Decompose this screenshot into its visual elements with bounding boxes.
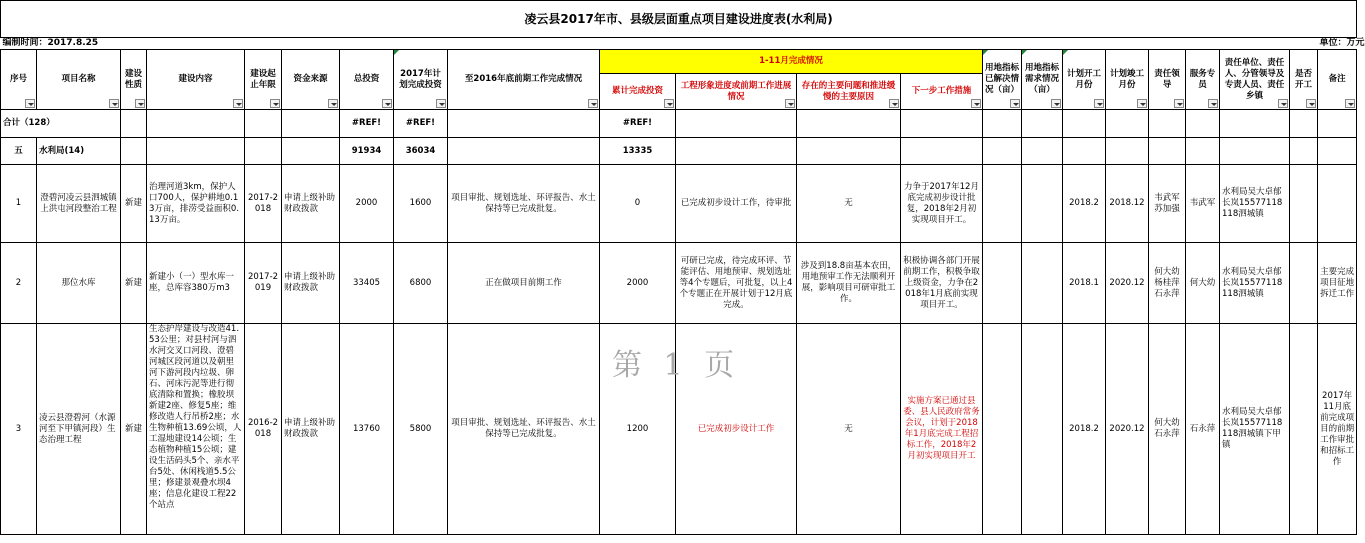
cell-fund[interactable]: 申请上级补助财政拨款: [282, 324, 340, 535]
cell-start[interactable]: 2018.2: [1063, 324, 1106, 535]
cell-unit[interactable]: 水利局吴大卓郁长岚15577118118泗城镇: [1220, 243, 1290, 324]
header-service[interactable]: 服务专员: [1186, 50, 1220, 110]
cell-progress[interactable]: 已完成初步设计工作: [676, 324, 797, 535]
filter-dropdown-icon[interactable]: [1278, 99, 1288, 108]
header-remark[interactable]: 备注: [1318, 50, 1357, 110]
cell-progress[interactable]: 已完成初步设计工作，待审批: [676, 165, 797, 243]
header-unit-person[interactable]: 责任单位、责任人、分管领导及专责人员、责任乡镇: [1220, 50, 1290, 110]
filter-dropdown-icon[interactable]: [1094, 99, 1104, 108]
filter-dropdown-icon[interactable]: [889, 99, 899, 108]
unit-label: 单位：万元: [1319, 38, 1365, 48]
cell-problem[interactable]: 无: [797, 324, 901, 535]
comment-marker-icon: [394, 50, 399, 55]
comment-marker-icon: [1022, 50, 1027, 55]
cell-total[interactable]: 2000: [340, 165, 394, 243]
cell-leader[interactable]: 韦武军苏加强: [1149, 165, 1186, 243]
cell-remark[interactable]: 主要完成项目征地拆迁工作: [1318, 243, 1357, 324]
cell-fund[interactable]: 申请上级补助财政拨款: [282, 165, 340, 243]
filter-dropdown-icon[interactable]: [785, 99, 795, 108]
cell-remark[interactable]: [1318, 165, 1357, 243]
compile-time: 编制时间：2017.8.25: [1, 38, 245, 50]
total-label[interactable]: 合计（128）: [1, 110, 121, 138]
sheet-title: 凌云县2017年市、县级层面重点项目建设进度表(水利局): [1, 1, 1357, 38]
section-seq[interactable]: 五: [1, 138, 37, 165]
cell-end[interactable]: 2020.12: [1106, 324, 1149, 535]
filter-dropdown-icon[interactable]: [664, 99, 674, 108]
cell-start[interactable]: 2018.1: [1063, 243, 1106, 324]
filter-dropdown-icon[interactable]: [270, 99, 280, 108]
section-name[interactable]: 水利局(14): [37, 138, 121, 165]
table-row: [1, 243, 1357, 324]
cell-unit[interactable]: 水利局吴大卓郁长岚15577118118泗城镇: [1220, 165, 1290, 243]
cell-service[interactable]: 何大幼: [1186, 243, 1220, 324]
filter-dropdown-icon[interactable]: [436, 99, 446, 108]
filter-dropdown-icon[interactable]: [1010, 99, 1020, 108]
cell-next[interactable]: 实施方案已通过县委、县人民政府常务会议，计划于2018年1月底完成工程招标工作，2018年2月初实现项目开工: [901, 324, 983, 535]
section-cum[interactable]: 13335: [600, 138, 676, 165]
cell-nature[interactable]: 新建: [121, 324, 147, 535]
cell-seq[interactable]: 2: [1, 243, 37, 324]
filter-dropdown-icon[interactable]: [971, 99, 981, 108]
cell-period[interactable]: 2016-2018: [245, 324, 282, 535]
header-total[interactable]: 总投资: [340, 50, 394, 110]
header-nature[interactable]: 建设性质: [121, 50, 147, 110]
cell-cum[interactable]: 1200: [600, 324, 676, 535]
cell-service[interactable]: 韦武军: [1186, 165, 1220, 243]
cell-name[interactable]: 那位水库: [37, 243, 121, 324]
cell-plan[interactable]: 1600: [394, 165, 448, 243]
header-progress[interactable]: 工程形象进度或前期工作进展情况: [676, 74, 797, 110]
cell-total[interactable]: 13760: [340, 324, 394, 535]
cell-period[interactable]: 2017-2018: [245, 165, 282, 243]
section-plan[interactable]: 36034: [394, 138, 448, 165]
header-plan-start[interactable]: 计划开工月份: [1063, 50, 1106, 110]
header-seq[interactable]: 序号: [1, 50, 37, 110]
filter-dropdown-icon[interactable]: [1306, 99, 1316, 108]
cell-next[interactable]: 积极协调各部门开展前期工作，积极争取上级资金，力争在2018年1月底前实现项目开工。: [901, 243, 983, 324]
filter-dropdown-icon[interactable]: [588, 99, 598, 108]
header-period[interactable]: 建设起止年限: [245, 50, 282, 110]
section-total[interactable]: 91934: [340, 138, 394, 165]
cell-progress[interactable]: 可研已完成，待完成环评、节能评估、用地预审、规划选址等4个专题后，可批复，以上4个专题正在开展计划于12月底完成。: [676, 243, 797, 324]
cell-unit[interactable]: 水利局吴大卓郁长岚15577118118泗城镇下甲镇: [1220, 324, 1290, 535]
comment-marker-icon: [983, 50, 988, 55]
table-row: [1, 165, 1357, 243]
header-land-need[interactable]: 用地指标需求情况（亩）: [1022, 50, 1063, 110]
total-cum[interactable]: #REF!: [600, 110, 676, 138]
filter-dropdown-icon[interactable]: [1208, 99, 1218, 108]
cell-cum[interactable]: 2000: [600, 243, 676, 324]
cell-plan[interactable]: 5800: [394, 324, 448, 535]
filter-dropdown-icon[interactable]: [1345, 99, 1355, 108]
cell-name[interactable]: 凌云县澄碧河（水源河至下甲镇河段）生态治理工程: [37, 324, 121, 535]
cell-next[interactable]: 力争于2017年12月底完成初步设计批复，2018年2月初实现项目开工。: [901, 165, 983, 243]
header-started[interactable]: 是否开工: [1290, 50, 1318, 110]
filter-dropdown-icon[interactable]: [233, 99, 243, 108]
cell-remark[interactable]: 2017年11月底前完成项目的前期工作审批和招标工作: [1318, 324, 1357, 535]
header-fund[interactable]: 资金来源: [282, 50, 340, 110]
filter-dropdown-icon[interactable]: [109, 99, 119, 108]
cell-pre[interactable]: 项目审批、规划选址、环评报告、水土保持等已完成批复。: [448, 324, 600, 535]
header-leader[interactable]: 责任领导: [1149, 50, 1186, 110]
filter-dropdown-icon[interactable]: [1174, 99, 1184, 108]
filter-dropdown-icon[interactable]: [382, 99, 392, 108]
cell-problem[interactable]: 涉及到18.8亩基本农田，用地预审工作无法顺利开展，影响项目可研审批工作。: [797, 243, 901, 324]
filter-dropdown-icon[interactable]: [1137, 99, 1147, 108]
total-investment[interactable]: #REF!: [340, 110, 394, 138]
header-plan-end[interactable]: 计划竣工月份: [1106, 50, 1149, 110]
cell-content[interactable]: 新建小（一）型水库一座，总库容380万m3: [147, 243, 245, 324]
filter-dropdown-icon[interactable]: [135, 99, 145, 108]
cell-name[interactable]: 澄碧河凌云县泗城镇上洪屯河段整治工程: [37, 165, 121, 243]
total-plan[interactable]: #REF!: [394, 110, 448, 138]
cell-total[interactable]: 33405: [340, 243, 394, 324]
header-next[interactable]: 下一步工作措施: [901, 74, 983, 110]
cell-leader[interactable]: 何大幼石永萍: [1149, 324, 1186, 535]
header-plan2017[interactable]: 2017年计划完成投资: [394, 50, 448, 110]
cell-period[interactable]: 2017-2019: [245, 243, 282, 324]
cell-service[interactable]: 石永萍: [1186, 324, 1220, 535]
cell-plan[interactable]: 6800: [394, 243, 448, 324]
cell-pre[interactable]: 项目审批、规划选址、环评报告、水土保持等已完成批复。: [448, 165, 600, 243]
cell-seq[interactable]: 3: [1, 324, 37, 535]
header-pre2016[interactable]: 至2016年底前期工作完成情况: [448, 50, 600, 110]
cell-seq[interactable]: 1: [1, 165, 37, 243]
cell-cum[interactable]: 0: [600, 165, 676, 243]
cell-problem[interactable]: 无: [797, 165, 901, 243]
header-group-1-11: 1-11月完成情况: [600, 50, 983, 74]
header-land-solved[interactable]: 用地指标已解决情况（亩）: [983, 50, 1022, 110]
header-name[interactable]: 项目名称: [37, 50, 121, 110]
header-content[interactable]: 建设内容: [147, 50, 245, 110]
cell-end[interactable]: 2020.12: [1106, 243, 1149, 324]
page-watermark: 第 1 页: [612, 348, 741, 383]
cell-content[interactable]: 治理河道3km，保护人口700人，保护耕地0.13万亩，排涝受益面积0.13万亩。: [147, 165, 245, 243]
cell-end[interactable]: 2018.12: [1106, 165, 1149, 243]
cell-pre[interactable]: 正在做项目前期工作: [448, 243, 600, 324]
cell-fund[interactable]: 申请上级补助财政拨款: [282, 243, 340, 324]
cell-nature[interactable]: 新建: [121, 243, 147, 324]
header-problem[interactable]: 存在的主要问题和推进缓慢的主要原因: [797, 74, 901, 110]
filter-dropdown-icon[interactable]: [1051, 99, 1061, 108]
cell-content[interactable]: 生态护岸建设与改造41.53公里；对县村河与泗水河交叉口河段、澄碧河城区段河道以及朝里河下游河段内垃圾、卵石、河床污泥等进行彻底清除和置换；橡胶坝新建2座、修复5座；维修改造人行吊桥2座；水生物种植13.69公顷，人工湿地建设14公顷；生态植物种植15公顷；建设生活码头5个、亲水平台5处、休闲栈道5.5公里；修建景观叠水坝4座；信息化建设工程22个站点: [147, 324, 245, 535]
filter-dropdown-icon[interactable]: [25, 99, 35, 108]
filter-dropdown-icon[interactable]: [328, 99, 338, 108]
cell-start[interactable]: 2018.2: [1063, 165, 1106, 243]
comment-marker-icon: [1063, 50, 1068, 55]
cell-leader[interactable]: 何大幼杨桂萍石永萍: [1149, 243, 1186, 324]
cell-nature[interactable]: 新建: [121, 165, 147, 243]
header-cum[interactable]: 累计完成投资: [600, 74, 676, 110]
